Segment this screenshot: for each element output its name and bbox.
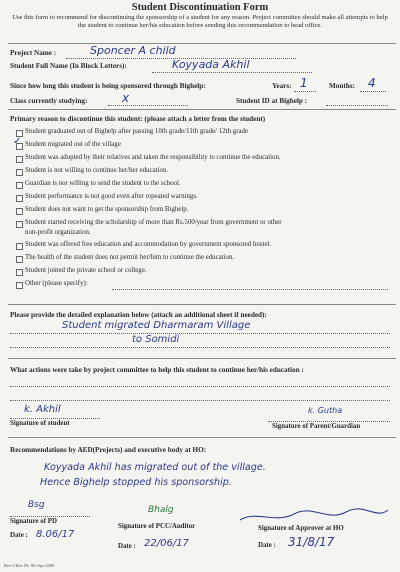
class-line [108, 105, 188, 106]
reason-checkbox[interactable] [16, 169, 23, 176]
reason-label: Student does not want to get the sponsorship from Bighelp. [25, 206, 189, 213]
form-revision-footer: Rev 0 Rev Dt: 06-Apr-2008 [4, 563, 55, 568]
other-reason-line[interactable] [112, 289, 388, 290]
years-label: Years: [272, 82, 292, 90]
reason-checkbox[interactable] [16, 282, 23, 289]
months-value[interactable]: 4 [368, 76, 376, 90]
pcc-date-label: Date : [118, 543, 136, 550]
sponsored-duration-label: Since how long this student is being sponsored through Bighelp: [10, 82, 206, 90]
reason-checkbox[interactable] [16, 221, 23, 228]
reason-label: Student performance is not good even after repeated warnings. [25, 193, 198, 200]
header-divider [8, 43, 396, 44]
actions-label: What actions were take by project committee to help this student to continue her/his education : [10, 366, 304, 374]
student-name-line [152, 72, 312, 73]
reason-label: Student was adopted by their relatives and taken the responsibility to continue the education. [25, 154, 281, 161]
actions-rule-1 [10, 386, 390, 387]
pcc-signature-label: Signature of PCC/Auditor [118, 523, 196, 530]
class-value[interactable]: x [122, 91, 130, 105]
reason-label: Student joined the private school or college. [25, 267, 147, 274]
reason-label: Student migrated out of the village [25, 141, 121, 148]
project-name-value[interactable]: Sponcer A child [90, 44, 176, 57]
ho-signature-label: Signature of Approver at HO [258, 525, 344, 532]
student-signature-label: Signature of student [10, 420, 70, 427]
pd-date[interactable]: 8.06/17 [36, 529, 75, 540]
reason-checkbox[interactable] [16, 195, 23, 202]
pd-signature-label: Signature of PD [10, 518, 57, 525]
class-label: Class currently studying: [10, 97, 88, 105]
pd-date-label: Date : [10, 532, 28, 539]
reason-label-continued: non-profit organization. [25, 229, 91, 236]
parent-signature-mark: k. Gutha [308, 406, 343, 415]
recommendation-line-2[interactable]: Hence Bighelp stopped his sponsorship. [40, 477, 232, 488]
signatures-divider [8, 437, 396, 438]
ho-date[interactable]: 31/8/17 [288, 535, 335, 549]
pcc-date[interactable]: 22/06/17 [144, 538, 189, 549]
months-line [360, 91, 386, 92]
explanation-line-2[interactable]: to Somidi [132, 334, 180, 345]
reason-label: Student was offered free education and accommodation by government sponsored hostel. [25, 241, 272, 248]
student-signature-line [10, 418, 100, 419]
project-name-label: Project Name : [10, 49, 57, 57]
student-id-line [326, 105, 388, 106]
reasons-divider [8, 304, 396, 305]
recommendation-label: Recommendations by AED(Projects) and executive body at HO: [10, 446, 207, 454]
reason-label: Student graduated out of Bighelp after passing 10th grade/11th grade/ 12th grade [25, 128, 249, 135]
form-intro: Use this form to recommend for discontinuing the sponsorship of a student for any reason. Project committee should make all attempts to help the student to continue her/his education before sending this recommendation to head office. [12, 14, 388, 30]
parent-signature-label: Signature of Parent/Guardian [272, 423, 361, 430]
explanation-rule-2 [10, 347, 390, 348]
reason-checkbox[interactable] [16, 182, 23, 189]
reason-label: Student is not willing to continue her/her education. [25, 167, 169, 174]
pd-signature-mark: Bsg [28, 500, 45, 510]
reason-label: The health of the student does not permit her/him to continue the education. [25, 254, 235, 261]
years-value[interactable]: 1 [300, 76, 308, 90]
parent-signature-line [268, 421, 390, 422]
ho-signature-mark [236, 506, 392, 526]
reason-checkbox[interactable] [16, 156, 23, 163]
pd-signature-line [10, 516, 90, 517]
explanation-divider [8, 358, 396, 359]
student-id-label: Student ID at Bighelp : [236, 97, 308, 105]
recommendation-line-1[interactable]: Koyyada Akhil has migrated out of the village. [44, 462, 266, 473]
student-name-value[interactable]: Koyyada Akhil [172, 58, 250, 71]
reason-checkbox[interactable] [16, 208, 23, 215]
student-name-label: Student Full Name (In Block Letters): [10, 62, 127, 70]
ho-date-label: Date : [258, 542, 276, 549]
explanation-label: Please provide the detailed explanation below (attach an additional sheet if needed): [10, 311, 267, 319]
fields-divider [8, 109, 396, 110]
reason-label: Guardian is not willing to send the student to the school. [25, 180, 181, 187]
reason-label: Other (please specify): [25, 280, 88, 287]
reason-checkmark-icon: ✓ [13, 136, 22, 147]
student-signature-mark: k. Akhil [24, 404, 61, 415]
actions-rule-2 [10, 400, 390, 401]
reasons-heading: Primary reason to discontinue this student: (please attach a letter from the student) [10, 115, 266, 123]
reason-checkbox[interactable] [16, 256, 23, 263]
reason-checkbox[interactable] [16, 269, 23, 276]
form-title: Student Discontinuation Form [131, 2, 269, 13]
reason-checkbox[interactable] [16, 243, 23, 250]
reason-label: Student started receiving the scholarship of more than Rs.500/year from government or other [25, 219, 282, 226]
explanation-rule-1 [10, 333, 390, 334]
explanation-line-1[interactable]: Student migrated Dharmaram Village [62, 320, 251, 331]
pcc-signature-mark: Bhalg [148, 505, 174, 515]
years-line [294, 91, 316, 92]
months-label: Months: [329, 82, 355, 90]
